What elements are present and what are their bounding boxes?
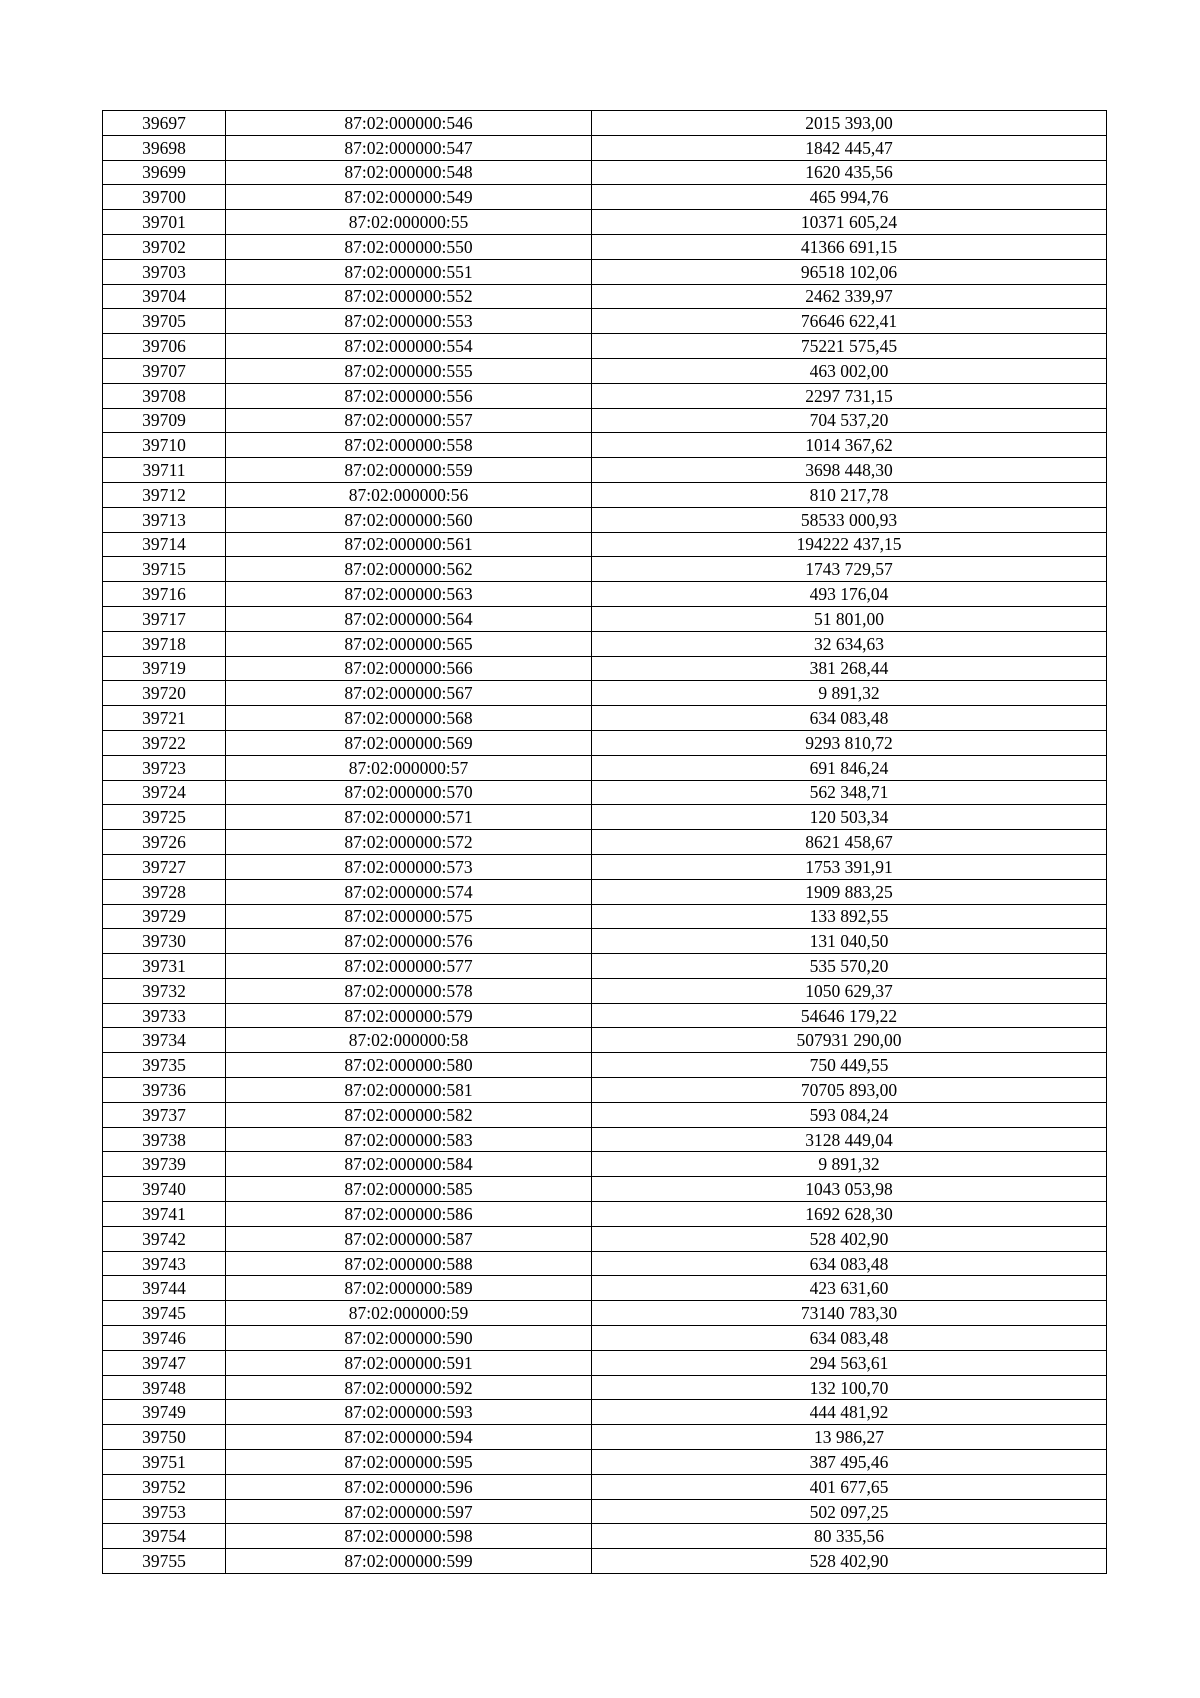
row-number-cell: 39727 (103, 854, 226, 879)
row-number-cell: 39749 (103, 1400, 226, 1425)
cadastral-number-cell: 87:02:000000:560 (226, 507, 592, 532)
cadastral-number-cell: 87:02:000000:550 (226, 234, 592, 259)
row-number-cell: 39723 (103, 755, 226, 780)
row-number-cell: 39712 (103, 482, 226, 507)
value-cell: 70705 893,00 (592, 1078, 1107, 1103)
value-cell: 9 891,32 (592, 1152, 1107, 1177)
cadastral-number-cell: 87:02:000000:555 (226, 358, 592, 383)
cadastral-number-cell: 87:02:000000:596 (226, 1474, 592, 1499)
table-row (103, 210, 1107, 235)
row-number-cell: 39728 (103, 879, 226, 904)
row-number-cell: 39721 (103, 706, 226, 731)
row-number-cell: 39708 (103, 383, 226, 408)
table-row (103, 1326, 1107, 1351)
table-row (103, 1177, 1107, 1202)
table-row (103, 1102, 1107, 1127)
value-cell: 502 097,25 (592, 1499, 1107, 1524)
cadastral-number-cell: 87:02:000000:576 (226, 929, 592, 954)
table-row (103, 1028, 1107, 1053)
row-number-cell: 39707 (103, 358, 226, 383)
value-cell: 1620 435,56 (592, 160, 1107, 185)
row-number-cell: 39703 (103, 259, 226, 284)
value-cell: 528 402,90 (592, 1549, 1107, 1574)
value-cell: 132 100,70 (592, 1375, 1107, 1400)
value-cell: 463 002,00 (592, 358, 1107, 383)
cadastral-number-cell: 87:02:000000:583 (226, 1127, 592, 1152)
table-row (103, 482, 1107, 507)
cadastral-number-cell: 87:02:000000:552 (226, 284, 592, 309)
table-row (103, 160, 1107, 185)
row-number-cell: 39743 (103, 1251, 226, 1276)
table-row (103, 1375, 1107, 1400)
table-row (103, 730, 1107, 755)
value-cell: 634 083,48 (592, 1326, 1107, 1351)
row-number-cell: 39755 (103, 1549, 226, 1574)
value-cell: 58533 000,93 (592, 507, 1107, 532)
cadastral-number-cell: 87:02:000000:561 (226, 532, 592, 557)
table-row (103, 111, 1107, 136)
value-cell: 401 677,65 (592, 1474, 1107, 1499)
table-row (103, 1549, 1107, 1574)
value-cell: 80 335,56 (592, 1524, 1107, 1549)
table-row (103, 309, 1107, 334)
value-cell: 76646 622,41 (592, 309, 1107, 334)
cadastral-number-cell: 87:02:000000:589 (226, 1276, 592, 1301)
cadastral-number-cell: 87:02:000000:569 (226, 730, 592, 755)
value-cell: 9 891,32 (592, 681, 1107, 706)
cadastral-number-cell: 87:02:000000:590 (226, 1326, 592, 1351)
value-cell: 387 495,46 (592, 1450, 1107, 1475)
cadastral-number-cell: 87:02:000000:557 (226, 408, 592, 433)
row-number-cell: 39722 (103, 730, 226, 755)
row-number-cell: 39754 (103, 1524, 226, 1549)
table-row (103, 1301, 1107, 1326)
value-cell: 9293 810,72 (592, 730, 1107, 755)
cadastral-number-cell: 87:02:000000:57 (226, 755, 592, 780)
table-row (103, 706, 1107, 731)
cadastral-number-cell: 87:02:000000:571 (226, 805, 592, 830)
value-cell: 444 481,92 (592, 1400, 1107, 1425)
table-row (103, 1202, 1107, 1227)
value-cell: 133 892,55 (592, 904, 1107, 929)
row-number-cell: 39711 (103, 458, 226, 483)
table-row (103, 185, 1107, 210)
cadastral-number-cell: 87:02:000000:58 (226, 1028, 592, 1053)
table-row (103, 532, 1107, 557)
table-row (103, 1524, 1107, 1549)
cadastral-number-cell: 87:02:000000:566 (226, 656, 592, 681)
value-cell: 1043 053,98 (592, 1177, 1107, 1202)
value-cell: 75221 575,45 (592, 334, 1107, 359)
cadastral-number-cell: 87:02:000000:564 (226, 606, 592, 631)
cadastral-number-cell: 87:02:000000:570 (226, 780, 592, 805)
value-cell: 423 631,60 (592, 1276, 1107, 1301)
cadastral-number-cell: 87:02:000000:556 (226, 383, 592, 408)
row-number-cell: 39717 (103, 606, 226, 631)
table-row (103, 1350, 1107, 1375)
cadastral-number-cell: 87:02:000000:549 (226, 185, 592, 210)
cadastral-number-cell: 87:02:000000:573 (226, 854, 592, 879)
row-number-cell: 39701 (103, 210, 226, 235)
value-cell: 593 084,24 (592, 1102, 1107, 1127)
table-row (103, 383, 1107, 408)
row-number-cell: 39719 (103, 656, 226, 681)
value-cell: 1842 445,47 (592, 135, 1107, 160)
table-row (103, 408, 1107, 433)
table-row (103, 879, 1107, 904)
row-number-cell: 39718 (103, 631, 226, 656)
table-row (103, 433, 1107, 458)
cadastral-number-cell: 87:02:000000:595 (226, 1450, 592, 1475)
table-row (103, 1450, 1107, 1475)
row-number-cell: 39702 (103, 234, 226, 259)
row-number-cell: 39720 (103, 681, 226, 706)
row-number-cell: 39744 (103, 1276, 226, 1301)
table-row (103, 1003, 1107, 1028)
cadastral-number-cell: 87:02:000000:546 (226, 111, 592, 136)
row-number-cell: 39698 (103, 135, 226, 160)
value-cell: 691 846,24 (592, 755, 1107, 780)
value-cell: 73140 783,30 (592, 1301, 1107, 1326)
value-cell: 634 083,48 (592, 1251, 1107, 1276)
cadastral-number-cell: 87:02:000000:587 (226, 1226, 592, 1251)
cadastral-number-cell: 87:02:000000:578 (226, 978, 592, 1003)
cadastral-number-cell: 87:02:000000:548 (226, 160, 592, 185)
value-cell: 562 348,71 (592, 780, 1107, 805)
cadastral-number-cell: 87:02:000000:592 (226, 1375, 592, 1400)
table-row (103, 358, 1107, 383)
value-cell: 1014 367,62 (592, 433, 1107, 458)
table-row (103, 631, 1107, 656)
cadastral-number-cell: 87:02:000000:56 (226, 482, 592, 507)
table-row (103, 1276, 1107, 1301)
table-row (103, 284, 1107, 309)
value-cell: 51 801,00 (592, 606, 1107, 631)
value-cell: 1692 628,30 (592, 1202, 1107, 1227)
cadastral-number-cell: 87:02:000000:574 (226, 879, 592, 904)
table-row (103, 1053, 1107, 1078)
cadastral-number-cell: 87:02:000000:567 (226, 681, 592, 706)
row-number-cell: 39747 (103, 1350, 226, 1375)
row-number-cell: 39710 (103, 433, 226, 458)
row-number-cell: 39716 (103, 582, 226, 607)
cadastral-number-cell: 87:02:000000:551 (226, 259, 592, 284)
value-cell: 1050 629,37 (592, 978, 1107, 1003)
table-row (103, 582, 1107, 607)
row-number-cell: 39731 (103, 954, 226, 979)
table-row (103, 854, 1107, 879)
row-number-cell: 39729 (103, 904, 226, 929)
table-body (103, 111, 1107, 1574)
table-row (103, 1425, 1107, 1450)
table-row (103, 135, 1107, 160)
table-row (103, 978, 1107, 1003)
value-cell: 535 570,20 (592, 954, 1107, 979)
row-number-cell: 39699 (103, 160, 226, 185)
cadastral-number-cell: 87:02:000000:598 (226, 1524, 592, 1549)
table-row (103, 234, 1107, 259)
row-number-cell: 39735 (103, 1053, 226, 1078)
cadastral-number-cell: 87:02:000000:582 (226, 1102, 592, 1127)
value-cell: 10371 605,24 (592, 210, 1107, 235)
cadastral-number-cell: 87:02:000000:547 (226, 135, 592, 160)
table-row (103, 1127, 1107, 1152)
row-number-cell: 39705 (103, 309, 226, 334)
cadastral-number-cell: 87:02:000000:594 (226, 1425, 592, 1450)
value-cell: 41366 691,15 (592, 234, 1107, 259)
row-number-cell: 39753 (103, 1499, 226, 1524)
row-number-cell: 39725 (103, 805, 226, 830)
value-cell: 528 402,90 (592, 1226, 1107, 1251)
table-row (103, 1400, 1107, 1425)
table-row (103, 681, 1107, 706)
value-cell: 2015 393,00 (592, 111, 1107, 136)
cadastral-number-cell: 87:02:000000:579 (226, 1003, 592, 1028)
row-number-cell: 39734 (103, 1028, 226, 1053)
cadastral-number-cell: 87:02:000000:59 (226, 1301, 592, 1326)
value-cell: 13 986,27 (592, 1425, 1107, 1450)
table-row (103, 755, 1107, 780)
table-row (103, 1152, 1107, 1177)
cadastral-number-cell: 87:02:000000:568 (226, 706, 592, 731)
row-number-cell: 39706 (103, 334, 226, 359)
value-cell: 704 537,20 (592, 408, 1107, 433)
table-row (103, 656, 1107, 681)
value-cell: 634 083,48 (592, 706, 1107, 731)
row-number-cell: 39732 (103, 978, 226, 1003)
cadastral-number-cell: 87:02:000000:577 (226, 954, 592, 979)
table-row (103, 1078, 1107, 1103)
table-row (103, 954, 1107, 979)
cadastral-number-cell: 87:02:000000:599 (226, 1549, 592, 1574)
cadastral-number-cell: 87:02:000000:586 (226, 1202, 592, 1227)
table-row (103, 780, 1107, 805)
value-cell: 120 503,34 (592, 805, 1107, 830)
row-number-cell: 39745 (103, 1301, 226, 1326)
cadastral-number-cell: 87:02:000000:581 (226, 1078, 592, 1103)
value-cell: 194222 437,15 (592, 532, 1107, 557)
table-row (103, 1251, 1107, 1276)
table-row (103, 1499, 1107, 1524)
value-cell: 810 217,78 (592, 482, 1107, 507)
table-row (103, 830, 1107, 855)
table-row (103, 606, 1107, 631)
cadastral-number-cell: 87:02:000000:591 (226, 1350, 592, 1375)
cadastral-number-cell: 87:02:000000:588 (226, 1251, 592, 1276)
cadastral-number-cell: 87:02:000000:575 (226, 904, 592, 929)
row-number-cell: 39697 (103, 111, 226, 136)
cadastral-number-cell: 87:02:000000:55 (226, 210, 592, 235)
row-number-cell: 39746 (103, 1326, 226, 1351)
row-number-cell: 39709 (103, 408, 226, 433)
row-number-cell: 39724 (103, 780, 226, 805)
value-cell: 96518 102,06 (592, 259, 1107, 284)
value-cell: 32 634,63 (592, 631, 1107, 656)
value-cell: 3128 449,04 (592, 1127, 1107, 1152)
value-cell: 54646 179,22 (592, 1003, 1107, 1028)
table-row (103, 507, 1107, 532)
cadastral-number-cell: 87:02:000000:593 (226, 1400, 592, 1425)
value-cell: 750 449,55 (592, 1053, 1107, 1078)
value-cell: 1753 391,91 (592, 854, 1107, 879)
cadastral-number-cell: 87:02:000000:553 (226, 309, 592, 334)
row-number-cell: 39736 (103, 1078, 226, 1103)
value-cell: 493 176,04 (592, 582, 1107, 607)
table-row (103, 259, 1107, 284)
table-row (103, 557, 1107, 582)
cadastral-number-cell: 87:02:000000:562 (226, 557, 592, 582)
cadastral-number-cell: 87:02:000000:565 (226, 631, 592, 656)
row-number-cell: 39742 (103, 1226, 226, 1251)
table-row (103, 1226, 1107, 1251)
table-row (103, 929, 1107, 954)
value-cell: 3698 448,30 (592, 458, 1107, 483)
value-cell: 131 040,50 (592, 929, 1107, 954)
cadastral-value-table (102, 110, 1107, 1574)
cadastral-number-cell: 87:02:000000:559 (226, 458, 592, 483)
table-row (103, 805, 1107, 830)
table-row (103, 458, 1107, 483)
row-number-cell: 39740 (103, 1177, 226, 1202)
row-number-cell: 39739 (103, 1152, 226, 1177)
row-number-cell: 39714 (103, 532, 226, 557)
value-cell: 294 563,61 (592, 1350, 1107, 1375)
row-number-cell: 39700 (103, 185, 226, 210)
cadastral-number-cell: 87:02:000000:580 (226, 1053, 592, 1078)
cadastral-number-cell: 87:02:000000:585 (226, 1177, 592, 1202)
row-number-cell: 39726 (103, 830, 226, 855)
value-cell: 8621 458,67 (592, 830, 1107, 855)
cadastral-number-cell: 87:02:000000:554 (226, 334, 592, 359)
row-number-cell: 39741 (103, 1202, 226, 1227)
cadastral-number-cell: 87:02:000000:558 (226, 433, 592, 458)
value-cell: 2462 339,97 (592, 284, 1107, 309)
value-cell: 1743 729,57 (592, 557, 1107, 582)
table-row (103, 1474, 1107, 1499)
value-cell: 1909 883,25 (592, 879, 1107, 904)
row-number-cell: 39738 (103, 1127, 226, 1152)
row-number-cell: 39748 (103, 1375, 226, 1400)
cadastral-number-cell: 87:02:000000:597 (226, 1499, 592, 1524)
table-row (103, 904, 1107, 929)
value-cell: 507931 290,00 (592, 1028, 1107, 1053)
table-row (103, 334, 1107, 359)
row-number-cell: 39704 (103, 284, 226, 309)
value-cell: 381 268,44 (592, 656, 1107, 681)
value-cell: 465 994,76 (592, 185, 1107, 210)
cadastral-number-cell: 87:02:000000:563 (226, 582, 592, 607)
row-number-cell: 39751 (103, 1450, 226, 1475)
row-number-cell: 39737 (103, 1102, 226, 1127)
value-cell: 2297 731,15 (592, 383, 1107, 408)
row-number-cell: 39752 (103, 1474, 226, 1499)
row-number-cell: 39715 (103, 557, 226, 582)
cadastral-number-cell: 87:02:000000:572 (226, 830, 592, 855)
row-number-cell: 39733 (103, 1003, 226, 1028)
row-number-cell: 39750 (103, 1425, 226, 1450)
row-number-cell: 39713 (103, 507, 226, 532)
cadastral-number-cell: 87:02:000000:584 (226, 1152, 592, 1177)
row-number-cell: 39730 (103, 929, 226, 954)
